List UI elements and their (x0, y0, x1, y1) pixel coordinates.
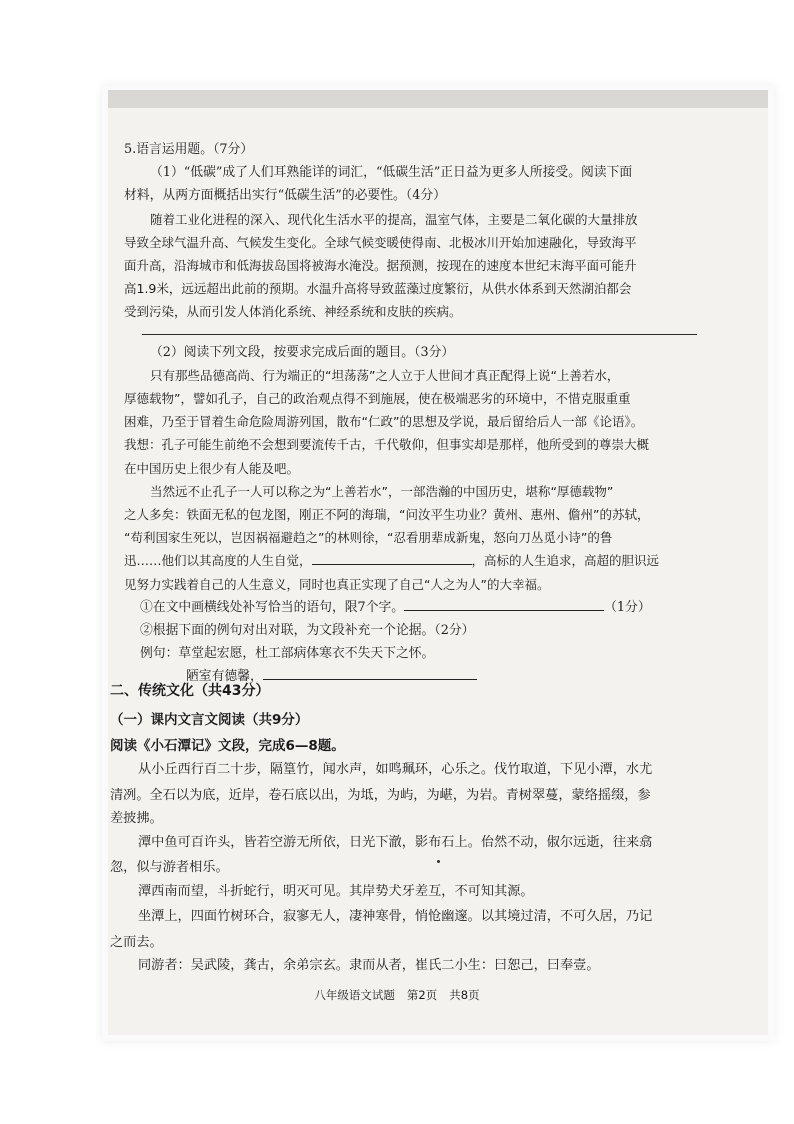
footer-total: 共8页 (449, 988, 480, 1002)
passage-line: 在中国历史上很少有人能及吧。 (124, 460, 300, 476)
section-2-sub: （一）课内文言文阅读（共9分） (110, 712, 309, 728)
classical-line: 从小丘西行百二十步，隔篁竹，闻水声，如鸣珮环，心乐之。伐竹取道，下见小潭，水尤 (138, 762, 653, 777)
passage-line: 我想：孔子可能生前绝不会想到要流传千古，千代敬仰，但事实却是那样，他所受到的尊崇大概 (124, 437, 650, 453)
q5-part1-line2: 材料，从两方面概括出实行“低碳生活”的必要性。（4分） (124, 188, 446, 204)
passage-line: 之人多矣：铁面无私的包龙图，刚正不阿的海瑞，“问汝平生功业？黄州、惠州、儋州”的苏轼， (124, 507, 650, 523)
passage-blank-pre: 迅……他们以其高度的人生自觉， (124, 553, 312, 569)
scan-speck (437, 860, 440, 863)
material-line: 受到污染，从而引发人体消化系统、神经系统和皮肤的疾病。 (124, 304, 462, 320)
q5-title: 5.语言运用题。（7分） (124, 142, 254, 157)
classical-line: 忽，似与游者相乐。 (110, 860, 229, 875)
sub1-text: ①在文中画横线处补写恰当的语句，限7个字。 (140, 599, 405, 615)
question-5 (124, 138, 699, 689)
passage-line: 只有那些品德高尚、行为端正的“坦荡荡”之人立于人世间才真正配得上说“上善若水， (150, 367, 620, 383)
sub-question-1 (124, 596, 699, 619)
classical-line: 差披拂。 (110, 811, 163, 826)
footer-page: 第2页 (406, 988, 438, 1002)
sub1-score: （1分） (604, 599, 651, 615)
classical-line: 之而去。 (110, 934, 163, 950)
section-2-title: 二、传统文化（共43分） (110, 683, 270, 699)
passage-block (124, 364, 699, 596)
sub-question-2: ②根据下面的例句对出对联，为文段补充一个论据。（2分） (140, 623, 475, 639)
passage-blank-post: ，高标的人生追求，高超的胆识远 (471, 553, 660, 569)
passage-line: “苟利国家生死以，岂因祸福避趋之”的林则徐，“忍看朋辈成新鬼，怒向刀丛觅小诗”的鲁 (124, 530, 613, 546)
classical-line: 潭中鱼可百许头，皆若空游无所依，日光下澈，影布石上。佁然不动，俶尔远逝，往来翕 (138, 834, 653, 850)
q5-part1-line1: （1）“低碳”成了人们耳熟能详的词汇，“低碳生活”正日益为更多人所接受。阅读下面 (150, 165, 633, 181)
sub1-answer-blank[interactable] (404, 596, 604, 611)
passage-blank-line (124, 549, 699, 572)
classical-text (110, 758, 710, 980)
material-line: 随着工业化进程的深入、现代化生活水平的提高，温室气体，主要是二氧化碳的大量排放 (150, 211, 638, 227)
passage-blank[interactable] (312, 550, 472, 565)
couplet-answer-blank[interactable] (263, 665, 477, 680)
material-line: 导致全球气温升高、气候发生变化。全球气候变暖使得南、北极冰川开始加速融化，导致海平 (124, 234, 637, 250)
classical-line: 同游者：吴武陵，龚古，余弟宗玄。隶而从者，崔氏二小生：曰恕己，曰奉壹。 (138, 958, 600, 973)
classical-line: 坐潭上，四面竹树环合，寂寥无人，凄神寒骨，悄怆幽邃。以其境过清，不可久居，乃记 (138, 909, 653, 924)
footer-subject: 八年级语文试题 (314, 988, 395, 1002)
reading-instruction: 阅读《小石潭记》文段，完成6—8题。 (110, 738, 345, 754)
passage-line: 厚德载物”，譬如孔子，自己的政治观点得不到施展，使在极端恶劣的环境中，不惜克服重重 (124, 391, 631, 407)
page-footer (0, 987, 794, 1003)
classical-line: 清冽。全石以为底，近岸，卷石底以出，为坻，为屿，为嵁，为岩。青树翠蔓，蒙络摇缀，参 (110, 787, 651, 803)
scan-edge (108, 90, 768, 108)
answer-prefix: 陋室有德馨， (186, 669, 263, 685)
material-line: 高1.9米，远远超出此前的预期。水温升高将导致蓝藻过度繁衍，从供水体系到天然湖泊都会 (124, 281, 632, 297)
q5-part2-title: （2）阅读下列文段，按要求完成后面的题目。（3分） (150, 344, 455, 360)
classical-line: 潭西南而望，斗折蛇行，明灭可见。其岸势犬牙差互，不可知其源。 (138, 883, 534, 899)
material-block (124, 208, 699, 324)
passage-line: 见努力实践着自己的人生意义，同时也真正实现了自己“人之为人”的大幸福。 (124, 576, 550, 592)
answer-line (142, 334, 697, 335)
example-couplet: 例句：草堂起宏愿，杜工部病体寒衣不失天下之怀。 (140, 646, 435, 662)
passage-line: 困难，乃至于冒着生命危险周游列国，散布“仁政”的思想及学说，最后留给后人一部《论语》。 (124, 414, 644, 430)
passage-line: 当然远不止孔子一人可以称之为“上善若水”，一部浩瀚的中国历史，堪称“厚德载物” (150, 483, 614, 499)
material-line: 面升高，沿海城市和低海拔岛国将被海水淹没。据预测，按现在的速度本世纪末海平面可能升 (124, 258, 637, 274)
